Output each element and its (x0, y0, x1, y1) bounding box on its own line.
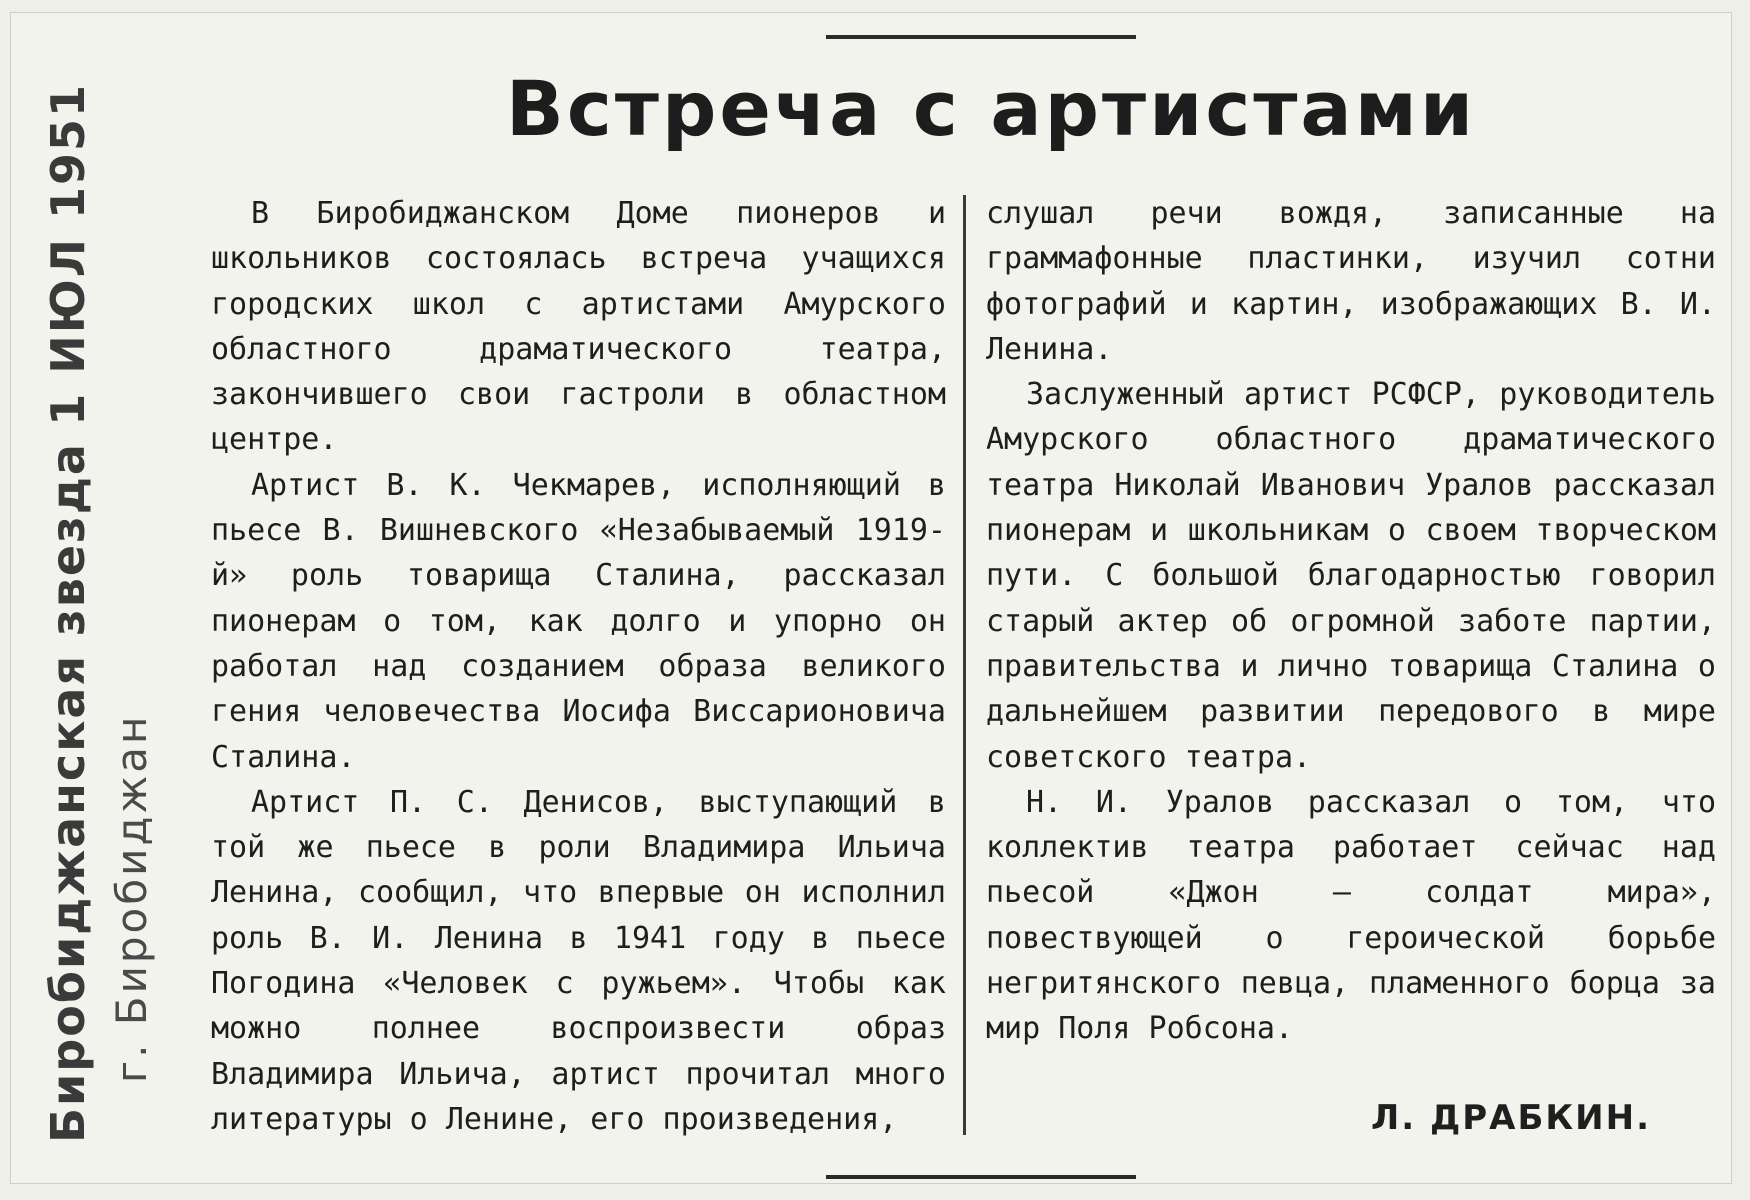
stamp-newspaper: Биробиджанская звезда (41, 442, 95, 1143)
stamp-date: 1 ИЮЛ 1951 (41, 83, 95, 426)
left-paragraph-1: В Биробиджанском Доме пионеров и школьников состоялась встреча учащихся городских школ с артистами Амурского областного драматического театра, закончившего свои гастроли в областном центре. (211, 196, 946, 458)
left-paragraph-3: Артист П. С. Денисов, выступающий в той же пьесе в роли Владимира Ильича Ленина, сообщил, что впервые он исполнил роль В. И. Ленина в 1941 году в пьесе Погодина «Человек с ружьем». Чтобы как можно полнее воспроизвести образ Владимира Ильича, артист прочитал много литературы о Ленине, его произведения, (211, 784, 946, 1137)
right-paragraph-2: Заслуженный артист РСФСР, руководитель Амурского областного драматического театра Николай Иванович Уралов рассказал пионерам и школьникам о своем творческом пути. С большой благодарностью говорил старый актер об огромной заботе партии, правительства и лично товарища Сталина о дальнейшем развитии передового в мире советского театра. (986, 377, 1716, 775)
column-divider (963, 195, 966, 1135)
stamp-city: г. Биробиджан (107, 713, 156, 1083)
article-headline: Встреча с артистами (505, 64, 1477, 153)
top-rule (826, 35, 1136, 39)
right-paragraph-1: слушал речи вождя, записанные на граммафонные пластинки, изучил сотни фотографий и картин, изображающих В. И. Ленина. (986, 196, 1716, 367)
right-paragraph-3: Н. И. Уралов рассказал о том, что коллектив театра работает сейчас над пьесой «Джон — солдат мира», повествующей о героической борьбе негритянского певца, пламенного борца за мир Поля Робсона. (986, 784, 1716, 1047)
left-paragraph-2: Артист В. К. Чекмарев, исполняющий в пьесе В. Вишневского «Незабываемый 1919-й» роль товарища Сталина, рассказал пионерам о том, как долго и упорно он работал над созданием образа великого гения человечества Иосифа Виссарионовича Сталина. (211, 467, 946, 775)
left-column (211, 191, 946, 1142)
bottom-rule (826, 1175, 1136, 1179)
archive-stamp (41, 83, 156, 1143)
newspaper-clipping (10, 12, 1732, 1184)
author-signature: Л. ДРАБКИН. (1370, 1098, 1651, 1138)
right-column (986, 191, 1716, 1052)
